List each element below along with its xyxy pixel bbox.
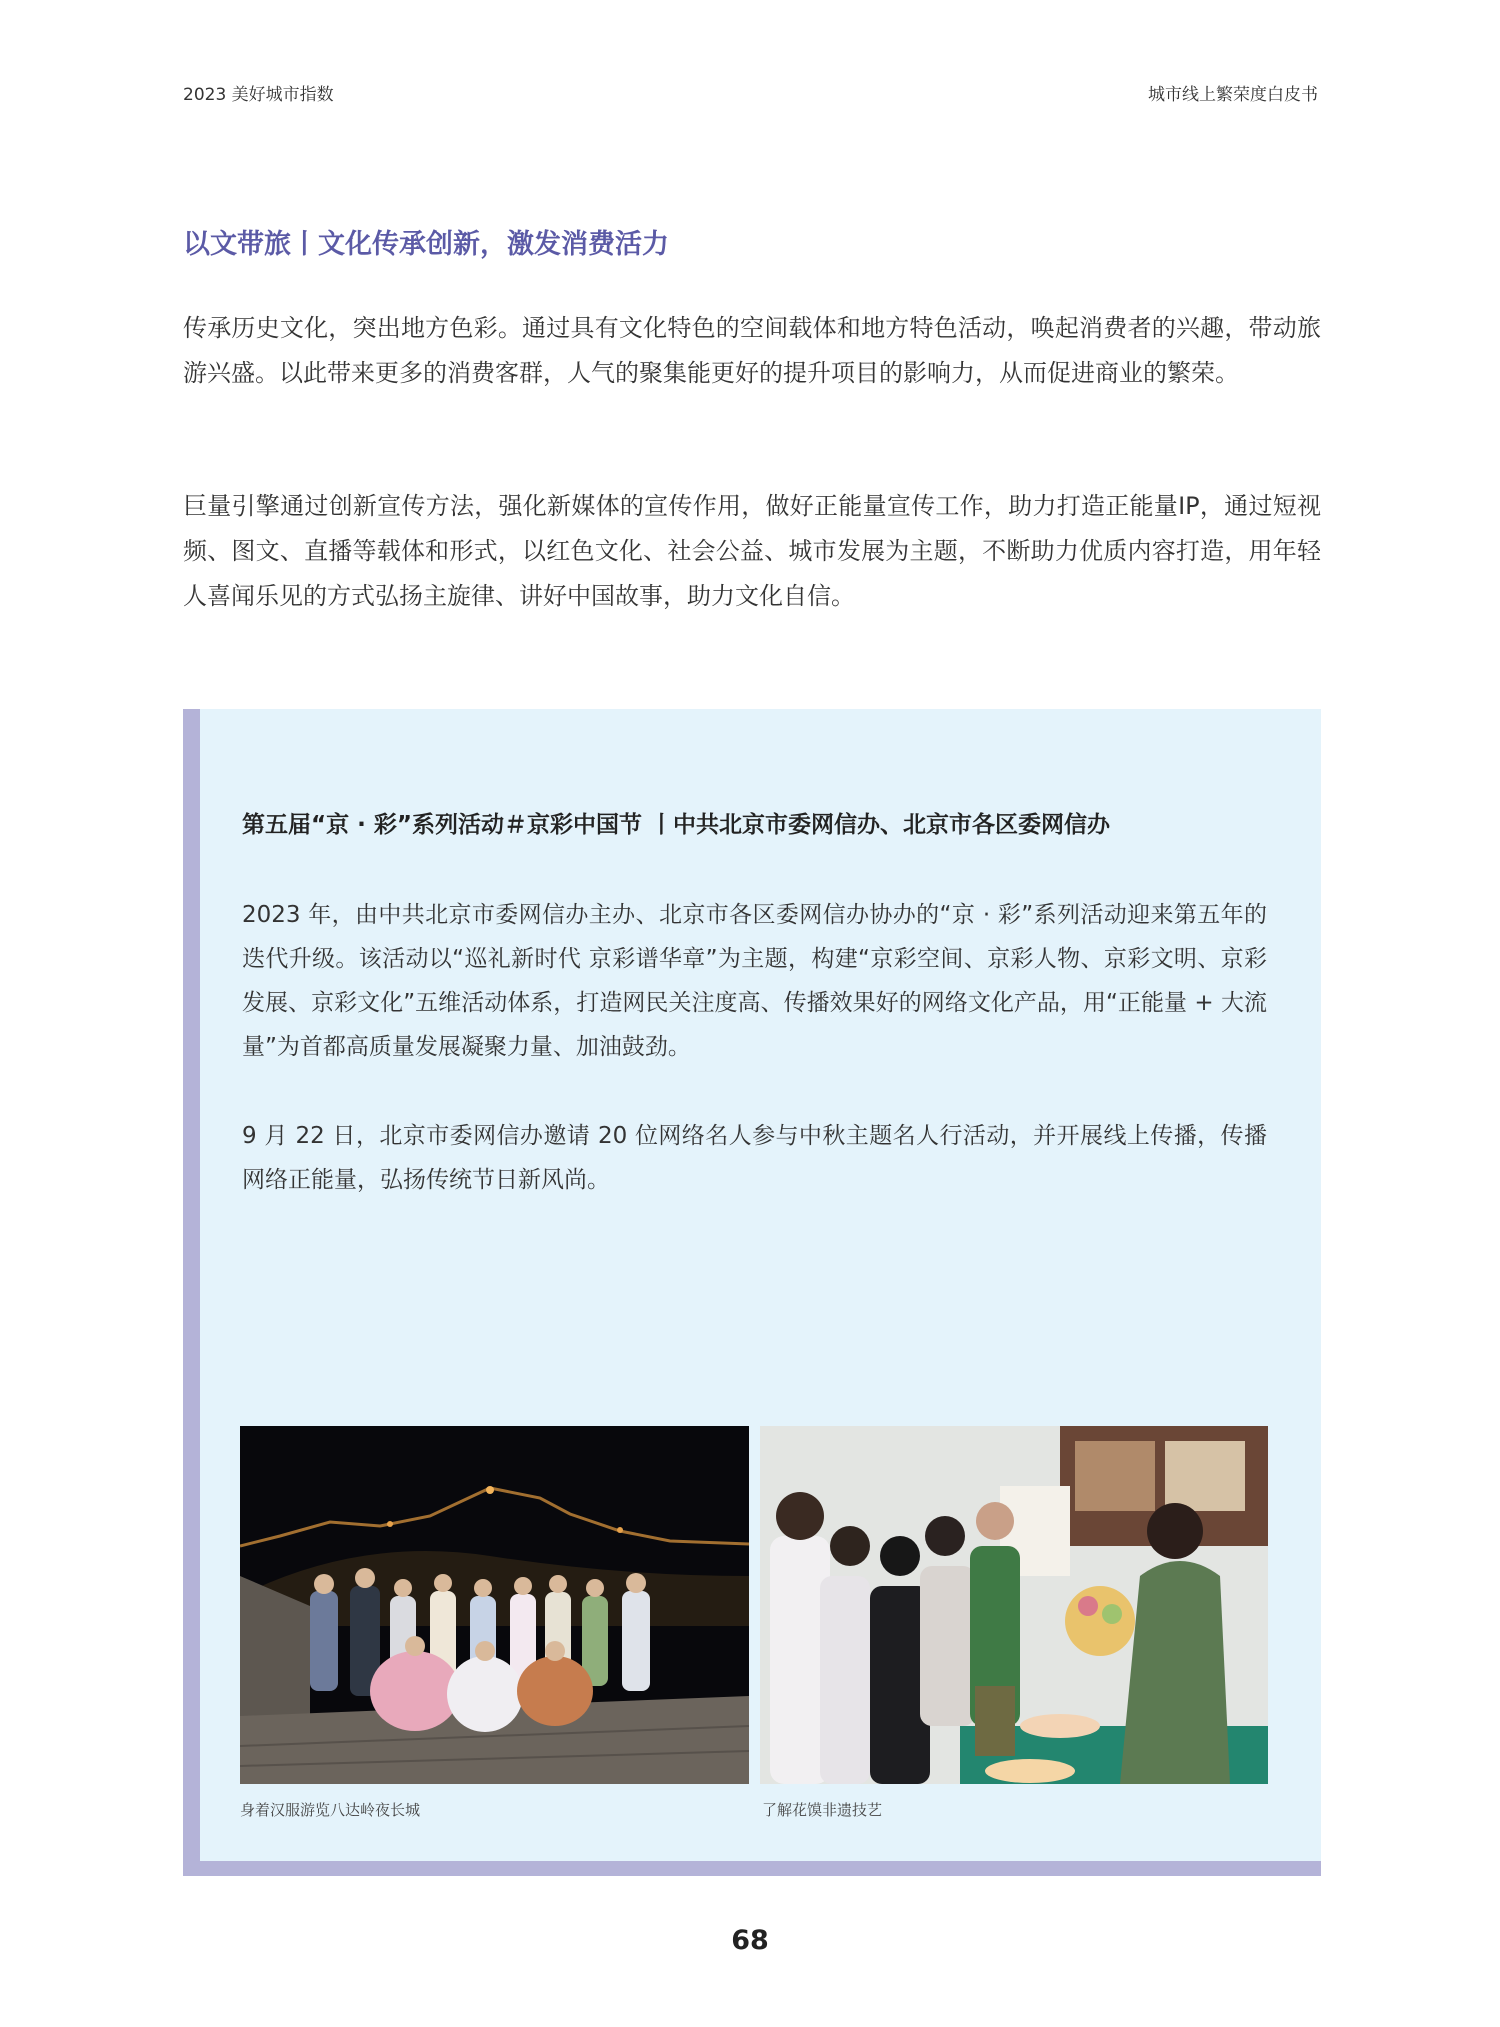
photo-caption-1: 身着汉服游览八达岭夜长城 [240, 1801, 421, 1819]
page-number: 68 [731, 1925, 769, 1956]
case-box-bottom-border [183, 1861, 1321, 1876]
header-left-title: 2023 美好城市指数 [183, 85, 334, 105]
case-box-paragraph-1: 2023 年，由中共北京市委网信办主办、北京市各区委网信办协办的“京 · 彩”系列活动迎来第五年的迭代升级。该活动以“巡礼新时代 京彩谱华章”为主题，构建“京彩空间、京彩人物、京彩文明、京彩发展、京彩文化”五维活动体系，打造网民关注度高、传播效果好的网络文化产品，用“正能量 + 大流量”为首都高质量发展凝聚力量、加油鼓劲。 [242, 902, 1267, 1060]
section-title: 以文带旅丨文化传承创新，激发消费活力 [183, 229, 669, 260]
header-right-title: 城市线上繁荣度白皮书 [1148, 85, 1318, 105]
photo-caption-2: 了解花馍非遗技艺 [762, 1801, 883, 1819]
body-paragraph-2: 巨量引擎通过创新宣传方法，强化新媒体的宣传作用，做好正能量宣传工作，助力打造正能量IP，通过短视频、图文、直播等载体和形式，以红色文化、社会公益、城市发展为主题，不断助力优质内容打造，用年轻人喜闻乐见的方式弘扬主旋律、讲好中国故事，助力文化自信。 [183, 492, 1321, 610]
case-box-left-border [183, 709, 200, 1876]
case-box-title: 第五届“京 · 彩”系列活动＃京彩中国节 丨中共北京市委网信办、北京市各区委网信办 [242, 812, 1110, 838]
body-paragraph-1: 传承历史文化，突出地方色彩。通过具有文化特色的空间载体和地方特色活动，唤起消费者的兴趣，带动旅游兴盛。以此带来更多的消费客群，人气的聚集能更好的提升项目的影响力，从而促进商业的繁荣。 [183, 314, 1321, 387]
photo-great-wall-night [240, 1426, 749, 1784]
photo-huamo-craft [760, 1426, 1268, 1784]
case-box-paragraph-2: 9 月 22 日，北京市委网信办邀请 20 位网络名人参与中秋主题名人行活动，并开展线上传播，传播网络正能量，弘扬传统节日新风尚。 [242, 1123, 1267, 1193]
